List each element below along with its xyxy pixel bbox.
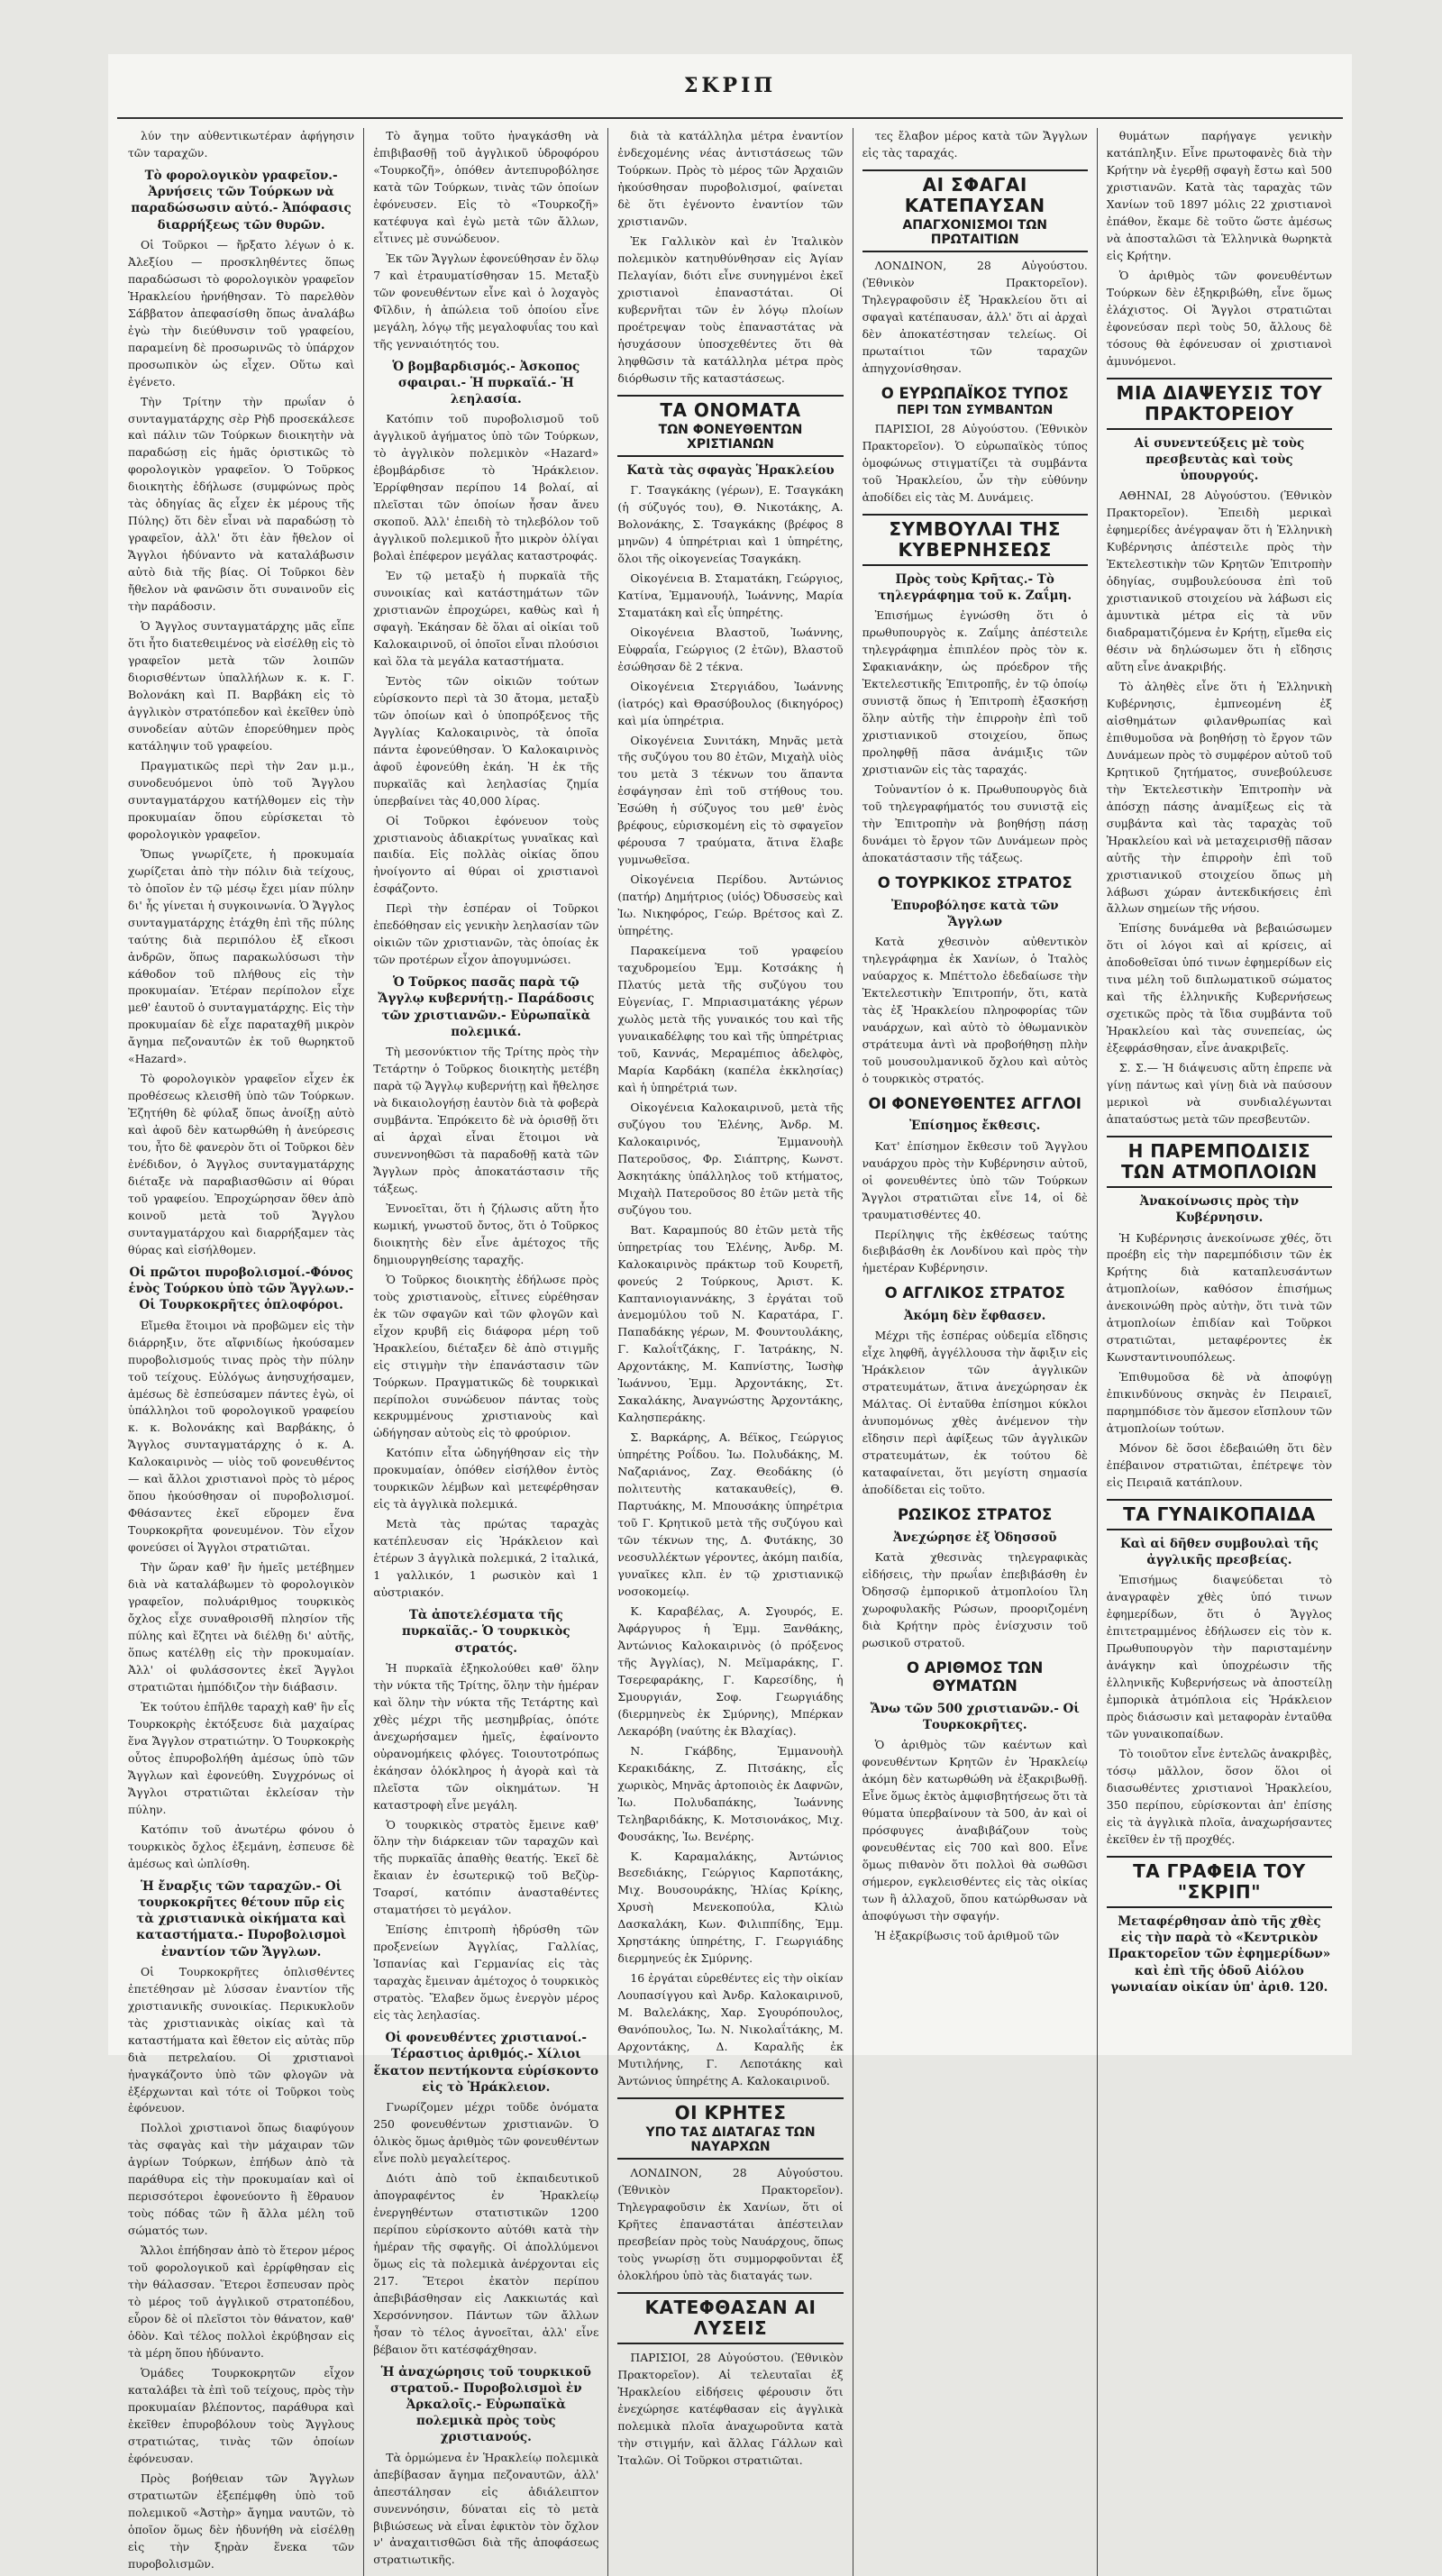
subheading: Ἐπίσημος ἔκθεσις.: [909, 1119, 1041, 1134]
article-paragraph: τες ἔλαβον μέρος κατὰ τῶν Ἄγγλων εἰς τὰς ταραχάς.: [862, 129, 1088, 160]
article-paragraph: Βατ. Καραμπούς 80 ἐτῶν μετὰ τῆς ὑπηρετρίας του Ἑλένης, Ἀνδρ. Μ. Καλοκαιρινὸς πράκτωρ τοῦ Κουρετῆ, φονεύς 2 Τούρκους, Ἀριστ. Κ. Καπτανιογιαννάκης, 3 ἐργάται τοῦ ἀνεμομύλου τοῦ Ν. Καρατάρα, Γ. Παπαδάκης γέρων, Μ. Φουντουλάκης, Γ. Καλοΐτζάκης, Γ. Ἰατράκης, Ν. Αρχοντάκης, Μ. Καπνίστης, Ἰωσὴφ Ἰωάννου, Ἐμμ. Ἀρχοντάκης, Στ. Σακαλάκης, Ἀναγνώστης Ἀρχοντάκης, Καλησπεράκης.: [617, 1222, 844, 1425]
article-paragraph: ΛΟΝΔΙΝΟΝ, 28 Αὐγούστου. (Ἐθνικὸν Πρακτορεῖον). Τηλεγραφοῦσιν ἐξ Ἡρακλείου ὅτι αἱ σφαγαὶ κατέπαυσαν, ἀλλ' ὅτι αἱ ἀρχαὶ δὲν ἀποκατέστησαν τελείως. Οἱ πρωταίτιοι τῶν ταραχῶν ἀπηγχονίσθησαν.: [862, 259, 1088, 375]
article-paragraph: Κατὰ χθεσινὰς τηλεγραφικὰς εἰδήσεις, τὴν πρωΐαν ἐπεβιβάσθη ἐν Ὀδησσῷ ἐμπορικοῦ ἀτμοπλοίου ἴλη χωροφυλακῆς Ρώσων, προοριζομένη διὰ Κρήτην πρὸς ἐνίσχυσιν τοῦ ρωσικοῦ στρατοῦ.: [862, 1550, 1088, 1649]
article-paragraph: Παρακείμενα τοῦ γραφείου ταχυδρομείου Ἐμμ. Κοτσάκης ἡ Πλατύς μετὰ τῆς συζύγου του Εὐγενίας, Γ. Μπριασιματάκης γέρων χωλὸς μετὰ τῆς γυναικός του καὶ τῆς γυναικαδέλφης του καὶ τῆς ὑπηρέτριας τοῦ, Καννάς, Μεραμέπιος ἀδελφὸς, Μαρία Καρδάκη (καπέλα ἐκκλησίας) καὶ ἡ ὑπηρέτριά των.: [617, 944, 844, 1094]
subheading: Καὶ αἱ δῆθεν συμβουλαὶ τῆς ἀγγλικῆς πρεσβείας.: [1119, 1537, 1319, 1568]
article-paragraph: Ἐκ Γαλλικὸν καὶ ἐν Ἰταλικὸν πολεμικὸν κατηυθύνθησαν εἰς Ἀγίαν Πελαγίαν, διότι εἶνε συνηγμένοι ἐκεῖ χριστιανοὶ ἐπαναστάται. Οἱ κυβερνῆται τῶν ἐν λόγῳ πλοίων προέτρεψαν τοὺς ἐπαναστάτας νὰ ἡσυχάσουν ὑποσχεθέντες ὅτι θὰ ληφθῶσιν τὰ κατάλληλα μέτρα πρὸς διόρθωσιν τῆς καταστάσεως.: [617, 233, 844, 385]
column-2: [363, 128, 607, 2576]
article-paragraph: θυμάτων παρήγαγε γενικὴν κατάπληξιν. Εἶνε πρωτοφανὲς διὰ τὴν Κρήτην νὰ ἐγερθῇ σφαγὴ ἔστω καὶ 500 χριστιανῶν. Κατὰ τὰς ταραχὰς τῶν Χανίων τοῦ 1897 μόλις 22 χριστιανοὶ ἐπάθον, ἔκαμε δὲ τοῦτο ὥστε ἀμέσως νὰ ἀποσταλῶσι τὰ Ἑλληνικὰ θωρηκτὰ εἰς Κρήτην.: [1106, 129, 1332, 262]
section-headline: [1107, 1136, 1332, 1188]
article-paragraph: ΠΑΡΙΣΙΟΙ, 28 Αὐγούστου. (Ἐθνικὸν Πρακτορεῖον). Αἱ τελευταῖαι ἐξ Ἡρακλείου εἰδήσεις φέρουσιν ὅτι ἐνεχώρησε κατέφθασαν εἰς ἀγγλικὰ πολεμικὰ πλοῖα ἀναχωροῦντα κατὰ τὴν στιγμήν, καὶ ἄλλας Γάλλων καὶ Ἰταλῶν. Οἱ Τοῦρκοι στρατιῶται.: [617, 2351, 844, 2467]
section-headline: [617, 2097, 843, 2160]
article-paragraph: Μετὰ τὰς πρώτας ταραχὰς κατέπλευσαν εἰς Ἡράκλειον καὶ ἑτέρων 3 ἀγγλικὰ πολεμικά, 2 ἰταλικά, 1 γαλλικόν, 1 ρωσικὸν καὶ 1 αὐστριακόν.: [373, 1517, 599, 1600]
article-paragraph: Ἐν τῷ μεταξὺ ἡ πυρκαϊὰ τῆς συνοικίας καὶ κατάστημάτων τῶν χριστιανῶν ἐπροχώρει, καθὼς καὶ ἡ σφαγὴ. Ἐκάησαν δὲ ὅλαι αἱ οἰκίαι τοῦ Καλοκαιρινοῦ, οἱ ὁποῖοι εἶναι πλούσιοι καὶ ὅλα τὰ μεγάλα καταστήματα.: [373, 568, 599, 668]
headline-title: ΚΑΤΕΦΘΑΣΑΝ ΑΙ ΛΥΣΕΙΣ: [644, 2297, 817, 2340]
headline-title: ΡΩΣΙΚΟΣ ΣΤΡΑΤΟΣ: [898, 1506, 1053, 1524]
article-paragraph: Ὁ ἀριθμὸς τῶν φονευθέντων Τούρκων δὲν ἐξηκριβώθη, εἶνε ὅμως ἐλάχιστος. Οἱ Ἄγγλοι στρατιῶται ἐφονεύσαν περὶ τοὺς 50, ἄλλους δὲ τόσους θὰ ἐφόνευσαν οἱ χριστιανοὶ ἀμυνόμενοι.: [1106, 268, 1332, 368]
headline-title: ΤΑ ΓΥΝΑΙΚΟΠΑΙΔΑ: [1123, 1503, 1316, 1526]
headline-subtitle: ΥΠΟ ΤΑΣ ΔΙΑΤΑΓΑΣ ΤΩΝ ΝΑΥΑΡΧΩΝ: [645, 2125, 816, 2155]
article-paragraph: Ἐπιθυμοῦσα δὲ νὰ ἀποφύγῃ ἐπικινδύνους σκηνὰς ἐν Πειραιεῖ, παρημπόδισε τὸν ἄμεσον εἴσπλουν τῶν ἀτμοπλοίων τούτων.: [1106, 1370, 1332, 1436]
section-headline: [862, 169, 1088, 252]
column-1: [119, 128, 363, 2576]
headline-title: Ο ΤΟΥΡΚΙΚΟΣ ΣΤΡΑΤΟΣ: [877, 873, 1072, 891]
subheading: Ἄνω τῶν 500 χριστιανῶν.- Οἱ Τουρκοκρῆτες.: [870, 1701, 1080, 1732]
headline-title: ΤΑ ΟΝΟΜΑΤΑ: [660, 398, 801, 421]
article-paragraph: Κατόπιν τοῦ ἀνωτέρω φόνου ὁ τουρκικὸς ὄχλος ἐξεμάνη, ἐσπευσε δὲ ἀμέσως καὶ ὡπλίσθη.: [128, 1822, 355, 1870]
article-paragraph: Τὸ φορολογικὸν γραφεῖον εἶχεν ἐκ προθέσεως κλεισθῆ ὑπὸ τῶν Τούρκων. Ἐζητήθη δὲ φύλαξ ὅπως ἀνοίξῃ αὐτὸ καὶ ἀφοῦ δὲν κατωρθώθη ἡ ἀνεύρεσις του, ἦτο δὲ φανερὸν ὅτι οἱ Τοῦρκοι δὲν ἐνέδιδον, ὁ Ἄγγλος συνταγματάρχης διέταξε νὰ παραβιασθῶσιν αἱ θύραι τοῦ γραφείου. Ἐπροχώρησαν ὅθεν ἀπὸ κοινοῦ μετὰ τοῦ Ἄγγλου συνταγματάρχου καὶ διαρρήξαμεν τὰς θύρας καὶ εἰσήλθομεν.: [128, 1072, 355, 1256]
subheading: Μεταφέρθησαν ἀπὸ τῆς χθὲς εἰς τὴν παρὰ τὸ «Κεντρικὸν Πρακτορεῖον τῶν ἐφημερίδων» καὶ ἐπὶ τῆς ὁδοῦ Αἰόλου γωνιαίαν οἰκίαν ὑπ' ἀριθ. 120.: [1108, 1914, 1331, 1995]
section-headline: [862, 1284, 1088, 1302]
article-paragraph: Ν. Γκάβδης, Ἐμμανουὴλ Κερακιδάκης, Ζ. Πιτσάκης, εἷς χωρικὸς, Μηνᾶς ἀρτοποιὸς ἐκ Δαφνῶν, Ἰω. Πολυδαπάκης, Ἰωάννης Τεληβαριδάκης, Κ. Μοτσιονάκος, Μιχ. Φουσάκης, Ἰω. Βενέρης.: [617, 1743, 844, 1843]
article-paragraph: Μόνον δὲ ὅσοι ἐδεβαιώθη ὅτι δὲν ἐπέβαινον στρατιῶται, ἐπέτρεψε τὸν εἰς Πειραιᾶ κατάπλουν.: [1106, 1441, 1332, 1490]
article-paragraph: Οἱ Τουρκοκρῆτες ὁπλισθέντες ἐπετέθησαν μὲ λύσσαν ἐναντίον τῆς χριστιανικῆς συνοικίας. Περικυκλοῦν τὰς χριστιανικὰς οἰκίας καὶ τὰ καταστήματα καὶ ἔθετον εἰς αὐτὰς πῦρ διὰ πετρελαίου. Οἱ χριστιανοὶ ἠναγκάζοντο ὑπὸ τῶν φλογῶν νὰ ἐξέρχωνται καὶ τότε οἱ Τοῦρκοι τοὺς ἐφόνευον.: [128, 1964, 355, 2115]
article-paragraph: Ἐντὸς τῶν οἰκιῶν τούτων εὑρίσκοντο περὶ τὰ 30 ἄτομα, μεταξὺ τῶν ὁποίων καὶ ὁ ὑποπρόξενος τῆς Ἀγγλίας Καλοκαιρινὸς, τὰ ὁποῖα πάντα ἐφονεύθησαν. Ὁ Καλοκαιρινὸς ἀφοῦ ἐφονεύθη ἐκάη. Ἡ ἐκ τῆς πυρκαϊᾶς καὶ λεηλασίας ζημία ὑπερβαίνει τὰς 40,000 λίρας.: [373, 673, 599, 808]
article-paragraph: Ἐπίσης δυνάμεθα νὰ βεβαιώσωμεν ὅτι οἱ λόγοι καὶ αἱ κρίσεις, αἱ ἀποδοθεῖσαι ὑπό τινων ἐφημερίδων εἰς τινα μέλη τοῦ διπλωματικοῦ σώματος καὶ τῆς ἑλληνικῆς Κυβερνήσεως σχετικῶς πρὸς τὰ ἴδια συμβάντα τοῦ Ἡρακλείου καὶ τὰς συνεπείας, ὡς ἐξεφράσθησαν, εἶνε ἀνακριβεῖς.: [1106, 921, 1332, 1055]
article-paragraph: Κατόπιν τοῦ πυροβολισμοῦ τοῦ ἀγγλικοῦ ἀγήματος ὑπὸ τῶν Τούρκων, τὸ ἀγγλικὸν πολεμικὸν «Hazard» ἐβομβάρδισε τὸ Ἡράκλειον. Ἐρρίφθησαν περίπου 14 βολαί, αἱ πλεῖσται τῶν ὁποίων ἦσαν ἄνευ σκοποῦ. Ἀλλ' ἐπειδὴ τὸ τηλεβόλον τοῦ ἀγγλικοῦ πολεμικοῦ ἦτο μικρὸν ὀλίγαι βολαὶ ἐπέφερον μεγάλας καταστροφάς.: [373, 412, 599, 562]
article-paragraph: Περίληψις τῆς ἐκθέσεως ταύτης διεβιβάσθη ἐκ Λονδίνου καὶ πρὸς τὴν ἡμετέραν Κυβέρνησιν.: [862, 1227, 1088, 1275]
subheading: Κατὰ τὰς σφαγὰς Ἡρακλείου: [626, 462, 835, 478]
article-paragraph: Τὸ ἀληθὲς εἶνε ὅτι ἡ Ἑλληνικὴ Κυβέρνησις, ἐμπνεομένη ἐξ αἰσθημάτων φιλανθρωπίας καὶ ἐπιθυμοῦσα νὰ βοηθήσῃ τὸ ἔργον τῶν Δυνάμεων πρὸς τὸ συμφέρον αὐτοῦ τοῦ Κρητικοῦ ζητήματος, συνεβούλευσε τὴν Ἐκτελεστικὴν Ἐπιτροπὴν νὰ ἀπόσχῃ πάσης ἀναμίξεως εἰς τὰ συμβάντα καὶ τὰς ταραχὰς τοῦ Ἡρακλείου καὶ νὰ μεταχειρισθῇ πᾶσαν αὐτῆς τὴν ἐπιρροὴν ἐπὶ τοῦ χριστιανικοῦ στοιχείου ὅπως μὴ λάβωσι χώραν ἀντεκδικήσεις ἐπὶ ἄλλων σημείων τῆς νήσου.: [1106, 679, 1332, 916]
article-paragraph: Οἰκογένεια Βλαστοῦ, Ἰωάννης, Εὐφραΐα, Γεώργιος (2 ἐτῶν), Βλαστοῦ ἐσώθησαν δὲ 2 τέκνα.: [617, 625, 844, 673]
column-3: [607, 128, 852, 2576]
headline-title: Ο ΕΥΡΩΠΑΪΚΟΣ ΤΥΠΟΣ: [881, 384, 1069, 402]
article-paragraph: Ἐννοεῖται, ὅτι ἡ ζήλωσις αὕτη ἦτο κωμική, γνωστοῦ ὄντος, ὅτι ὁ Τοῦρκος διοικητὴς δὲν εἶνε ἀμέτοχος τῆς δημιουργηθείσης ταραχῆς.: [373, 1201, 599, 1266]
article-paragraph: Οἱ Τοῦρκοι — ἤρξατο λέγων ὁ κ. Ἀλεξίου — προσκληθέντες ὅπως παραδώσωσι τὸ φορολογικὸν γραφεῖον Ἡρακλείου ἠρνήθησαν. Τὸ παρελθὸν Σάββατον ἀπεφασίσθη ὅπως ἀναλάβω ἐγὼ τὴν διεύθυνσιν τοῦ γραφείου, παραμείνη δὲ προσωρινῶς τὸ ὑπάρχον προσωπικὸν ὡς εἶχεν. Οὕτω καὶ ἐγένετο.: [128, 237, 355, 388]
section-headline: [617, 395, 843, 457]
article-paragraph: Ἐπισήμως διαψεύδεται τὸ ἀναγραφὲν χθὲς ὑπό τινων ἐφημερίδων, ὅτι ὁ Ἄγγλος ἐπιτετραμμένος ἐδήλωσεν εἰς τὸν κ. Πρωθυπουργὸν τὴν παρισταμένην ἀνάγκην καὶ ὑποχρέωσιν τῆς ἑλληνικῆς Κυβερνήσεως νὰ ἀποστείλῃ ἐμπορικὰ ἀτμόπλοια εἰς Ἡράκλειον πρὸς διάσωσιν καὶ μεταφορὰν ἐνταῦθα τῶν γυναικοπαίδων.: [1106, 1573, 1332, 1741]
article-paragraph: Ἐκ τῶν Ἄγγλων ἐφονεύθησαν ἐν ὅλῳ 7 καὶ ἐτραυματίσθησαν 15. Μεταξὺ τῶν φονευθέντων εἶνε καὶ ὁ λοχαγὸς Φῖλδιν, ἡ ἀπώλεια τοῦ ὁποίου εἶνε μεγάλη, λόγῳ τῆς μεγαλοφυΐας του καὶ τῆς γενναιότητός του.: [373, 251, 599, 351]
headline-title: ΣΥΜΒΟΥΛΑΙ ΤΗΣ ΚΥΒΕΡΝΗΣΕΩΣ: [889, 517, 1062, 561]
article-paragraph: Οἰκογένεια Στεργιάδου, Ἰωάννης (ἰατρός) καὶ Θρασύβουλος (δικηγόρος) καὶ μία ὑπηρέτρια.: [617, 679, 844, 727]
subheading: Οἱ πρῶτοι πυροβολισμοί.-Φόνος ἑνὸς Τούρκου ὑπὸ τῶν Ἄγγλων.-Οἱ Τουρκοκρῆτες ὁπλοφόροι.: [128, 1265, 354, 1313]
section-headline: [1107, 1499, 1332, 1530]
article-paragraph: Πρὸς βοήθειαν τῶν Ἄγγλων στρατιωτῶν ἐξεπέμφθη ὑπὸ τοῦ πολεμικοῦ «Ἀστὴρ» ἄγημα ναυτῶν, τὸ ὁποῖον ὅμως δὲν ἠδυνήθη νὰ εἰσέλθῃ εἰς τὴν ξηρὰν ἕνεκα τῶν πυροβολισμῶν.: [128, 2471, 355, 2571]
section-headline: [862, 1095, 1088, 1113]
subheading: Τὰ ἀποτελέσματα τῆς πυρκαϊᾶς.- Ὁ τουρκικὸς στρατός.: [401, 1608, 570, 1656]
article-paragraph: Κ. Καραβέλας, Α. Σγουρός, Ε. Ἀφάργυρος ἡ Ἐμμ. Ξανθάκης, Ἀντώνιος Καλοκαιρινὸς (ὁ πρόξενος τῆς Ἀγγλίας), Ν. Μεϊμαράκης, Γ. Τσερεφαράκης, Γ. Καρεσίδης, ἡ Σμουργιάν, Σοφ. Γεωργιάδης (διερμηνεὺς ἐκ Σμύρνης), Μπέρκαν Λεκαρόβη (ναύτης ἐκ Βλαχίας).: [617, 1603, 844, 1738]
article-paragraph: Οἰκογένεια Περίδου. Ἀντώνιος (πατήρ) Δημήτριος (υἱός) Ὀδυσσεὺς καὶ Ἰω. Νικηφόρος, Γεώρ. Βρέτσος καὶ Ζ. ὑπηρέτης.: [617, 872, 844, 938]
newspaper-page: [108, 54, 1352, 2571]
article-paragraph: Κατόπιν εἶτα ὡδηγήθησαν εἰς τὴν προκυμαίαν, ὁπόθεν εἰσήλθον ἐντὸς τουρκικῶν λέμβων καὶ μετεφέρθησαν εἰς τὰ ἀγγλικὰ πολεμικά.: [373, 1446, 599, 1512]
headline-subtitle: ΠΕΡΙ ΤΩΝ ΣΥΜΒΑΝΤΩΝ: [897, 402, 1054, 417]
article-paragraph: Ἐπίσης ἐπιτροπὴ ἠδρύσθη τῶν προξενείων Ἀγγλίας, Γαλλίας, Ἰσπανίας καὶ Γερμανίας εἰς τὰς ταραχὰς ἔμειναν ἀμέτοχος ὁ τουρκικὸς στρατὸς. Ἔλαβεν ὅμως ἐνεργὸν μέρος εἰς τὰς λεηλασίας.: [373, 1923, 599, 2023]
article-paragraph: Ἄλλοι ἐπήδησαν ἀπὸ τὸ ἕτερον μέρος τοῦ φορολογικοῦ καὶ ἐρρίφθησαν εἰς τὴν θάλασσαν. Ἕτεροι ἔσπευσαν πρὸς τὸ μέρος τοῦ ἀγγλικοῦ στρατοπέδου, εὗρον δὲ οἱ πλεῖστοι τὸν θάνατον, καθ' ὁδὸν. Καὶ τέλος πολλοὶ ἐκρύβησαν εἰς τὰ μέρη ὅπου ἠδύναντο.: [128, 2243, 355, 2361]
article-paragraph: Οἰκογένεια Β. Σταματάκη, Γεώργιος, Κατίνα, Ἐμμανουήλ, Ἰωάννης, Μαρία Σταματάκη καὶ εἷς ὑπηρέτης.: [617, 571, 844, 619]
article-paragraph: Ὁ Τοῦρκος διοικητὴς ἐδήλωσε πρὸς τοὺς χριστιανοὺς, εἶτινες εὑρέθησαν ἐκ τῶν σφαγῶν καὶ τῶν φλογῶν καὶ εἶχον κρυβῆ εἰς διάφορα μέρη τοῦ Ἡρακλείου, διέταξεν δὲ ἀπὸ στιγμῆς εἰς στιγμὴν τὴν ἐπανάστασιν τῶν Τούρκων. Πραγματικῶς δὲ τουρκικαὶ περίπολοι συνώδευον πάντας τοὺς κεκρυμμένους χριστιανοὺς καὶ ὡδήγησαν αὐτοὺς εἰς τὸ φρούριον.: [373, 1272, 599, 1440]
section-headline: [617, 2292, 843, 2344]
article-paragraph: λύν την αὐθεντικωτέραν ἀφήγησιν τῶν ταραχῶν.: [128, 129, 355, 160]
subheading: Ἀνεχώρησε ἐξ Ὀδησσοῦ: [892, 1530, 1057, 1545]
article-paragraph: Μέχρι τῆς ἑσπέρας οὐδεμία εἴδησις εἶχε ληφθῆ, ἀγγέλλουσα τὴν ἄφιξιν εἰς Ἡράκλειον τῶν ἀγγλικῶν στρατευμάτων, ἅτινα ἀνεχώρησαν ἐκ Μάλτας. Οἱ ἐνταῦθα ἐπίσημοι κύκλοι ἀνυπομόνως χθὲς ἀνέμενον τὴν εἴδησιν περὶ ἀφίξεως τῶν ἀγγλικῶν στρατευμάτων, ἐκ τούτου δὲ καταφαίνεται, ὅτι μεγίστη σημασία ἀποδίδεται εἰς τοῦτο.: [862, 1329, 1088, 1497]
section-headline: [862, 385, 1088, 417]
article-paragraph: Τὸ ἄγημα τοῦτο ἠναγκάσθη νὰ ἐπιβιβασθῇ τοῦ ἀγγλικοῦ ὑδροφόρου «Τουρκοζῆ», ὁπόθεν ἀντεπυροβόλησε κατὰ τῶν Τούρκων, τινὰς τῶν ὁποίων ἐφόνευσεν. Εἰς τὸ «Τουρκοζῆ» κατέφυγα καὶ ἐγὼ μετὰ τῶν ἄλλων, εἶτινες μὲ συνώδευον.: [373, 129, 599, 245]
subheading: Τὸ φορολογικὸν γραφεῖον.-Ἀρνήσεις τῶν Τούρκων νὰ παραδώσωσιν αὐτό.- Ἀπόφασις διαρρήξεως τῶν θυρῶν.: [131, 168, 351, 233]
headline-title: ΟΙ ΚΡΗΤΕΣ: [674, 2102, 787, 2124]
article-paragraph: Τὴ μεσονύκτιον τῆς Τρίτης πρὸς τὴν Τετάρτην ὁ Τοῦρκος διοικητὴς μετέβη παρὰ τῷ Ἄγγλῳ κυβερνήτῃ καὶ ἤθελησε νὰ δικαιολογήσῃ ἑαυτὸν διὰ τὰ φοβερὰ συμβάντα. Ἐπρόκειτο δὲ νὰ ὁρισθῇ ὅτι αἱ ἀρχαὶ εἶναι ἕτοιμοι νὰ συνεννοηθῶσι τὰ παραδοθῇ κατὰ τῶν Ἄγγλων πρὸς ἀποκατάστασιν τῆς τάξεως.: [373, 1045, 599, 1195]
article-paragraph: ΠΑΡΙΣΙΟΙ, 28 Αὐγούστου. (Ἐθνικὸν Πρακτορεῖον). Ὁ εὐρωπαϊκὸς τύπος ὁμοφώνως στιγματίζει τὰ συμβάντα τοῦ Ἡρακλείου, ὧν τὴν εὐθύνην ἀποδίδει εἰς τὰς Μ. Δυνάμεις.: [862, 421, 1088, 504]
headline-title: Η ΠΑΡΕΜΠΟΔΙΣΙΣ ΤΩΝ ΑΤΜΟΠΛΟΙΩΝ: [1121, 1140, 1318, 1183]
subheading: Ὁ Τοῦρκος πασᾶς παρὰ τῷ Ἄγγλῳ κυβερνήτῃ.- Παράδοσις τῶν χριστιανῶν.- Εὐρωπαϊκὰ πολεμικά.: [378, 975, 595, 1039]
article-paragraph: Ἐπισήμως ἐγνώσθη ὅτι ὁ πρωθυπουργὸς κ. Ζαΐμης ἀπέστειλε τηλεγράφημα ἐπιπλέον πρὸς τὸν κ. Σφακιανάκην, ὡς πρόεδρον τῆς Ἐκτελεστικῆς Ἐπιτροπῆς, ἐν τῷ ὁποίῳ συνιστᾷ ὅπως ἡ Ἐπιτροπὴ ἐξασκήσῃ ὅλην αὐτῆς τὴν ἐπιρροὴν ἐπὶ τοῦ χριστιανικοῦ στοιχείου, ὅπως προληφθῇ πᾶσα ἀνάμιξις τῶν χριστιανῶν εἰς τὰς ταραχάς.: [862, 608, 1088, 776]
article-paragraph: Οἰκογένεια Συνιτάκη, Μηνᾶς μετὰ τῆς συζύγου του 80 ἐτῶν, Μιχαὴλ υἱὸς του μετὰ 3 τέκνων του ἅπαντα ἐσφάγησαν ἐπὶ τοῦ στήθους του. Ἐσώθη ἡ σύζυγος του μεθ' ἑνὸς βρέφους, εὑρισκομένη εἰς τὸ σφαγεῖον φέρουσα 7 τραύματα, ἅτινα ἔλαβε γυμνωθεῖσα.: [617, 733, 844, 867]
section-headline: [1107, 378, 1332, 430]
article-paragraph: ΛΟΝΔΙΝΟΝ, 28 Αὐγούστου. (Ἐθνικὸν Πρακτορεῖον). Τηλεγραφοῦσιν ἐκ Χανίων, ὅτι οἱ Κρῆτες ἐπαναστάται ἀπέστειλαν πρεσβείαν πρὸς τοὺς Ναυάρχους, ὅπως τοὺς γνωρίσῃ ὅτι συμμορφοῦνται ἐξ ὁλοκλήρου ὑπὸ τὰς διαταγάς των.: [617, 2166, 844, 2283]
article-paragraph: Γνωρίζομεν μέχρι τοῦδε ὀνόματα 250 φονευθέντων χριστιανῶν. Ὁ ὁλικὸς ὅμως ἀριθμὸς τῶν φονευθέντων εἶνε πολὺ μεγαλείτερος.: [373, 2100, 599, 2165]
article-paragraph: Ὅπως γνωρίζετε, ἡ προκυμαία χωρίζεται ἀπὸ τὴν πόλιν διὰ τείχους, τὸ ὁποῖον ἐν τῷ μέσῳ ἔχει μίαν πύλην δι' ἧς γίνεται ἡ συγκοινωνία. Ὁ Ἄγγλος συνταγματάρχης ἐτάχθη ἐπὶ τῆς πύλης ταύτης διὰ περιπόλου ἐξ εἴκοσι ἀνδρῶν, ὅπως παρακωλύσωσι τὴν κάθοδον τοῦ πλήθους εἰς τὴν προκυμαίαν. Ἑτέραν περίπολον εἶχε μεθ' ἑαυτοῦ ὁ συνταγματάρχης. Εἰς τὴν προκυμαίαν δὲ εἶχε παραταχθῆ μικρὸν ἄγημα πεζοναυτῶν ἐκ τοῦ θωρηκτοῦ «Hazard».: [128, 846, 355, 1066]
article-paragraph: Περὶ τὴν ἑσπέραν οἱ Τοῦρκοι ἐπεδόθησαν εἰς γενικὴν λεηλασίαν τῶν οἰκιῶν τῶν χριστιανῶν, τὰς ὁποίας ἐκ τῶν προτέρων εἶχον ἀπογυμνώσει.: [373, 901, 599, 967]
article-paragraph: Τὸ τοιοῦτον εἶνε ἐντελῶς ἀνακριβὲς, τόσῳ μᾶλλον, ὅσον ὅλοι οἱ διασωθέντες χριστιανοὶ Ἡρακλείου, 350 περίπου, εὑρίσκονται ἀπ' ἐπίσης εἰς τὰ ἀγγλικὰ πλοῖα, ἀναχωρήσαντες ἐκεῖθεν ἐν τῇ προχθές.: [1106, 1747, 1332, 1846]
article-paragraph: Ἐκ τούτου ἐπῆλθε ταραχὴ καθ' ἣν εἷς Τουρκοκρὴς ἐκτόξευσε διὰ μαχαίρας ἕνα Ἄγγλον στρατιώτην. Ὁ Τουρκοκρὴς οὗτος ἐπυροβολήθη ἀμέσως ὑπὸ τῶν Ἄγγλων καὶ ἐφονεύθη. Συγχρόνως οἱ Ἄγγλοι στρατιῶται ἐκλείσαν τὴν πύλην.: [128, 1699, 355, 1816]
top-rule: [117, 117, 1343, 119]
article-paragraph: Τὴν ὥραν καθ' ἣν ἡμεῖς μετέβημεν διὰ νὰ καταλάβωμεν τὸ φορολογικὸν γραφεῖον, πολυάριθμος τουρκικὸς ὄχλος εἶχε συναθροισθῆ πλησίον τῆς πύλης καὶ ἔζητει νὰ διέλθῃ δι' αὐτῆς, ὅπως κατέλθῃ εἰς τὴν προκυμαίαν. Ἀλλ' οἱ φυλάσσοντες ἐκεῖ Ἄγγλοι στρατιῶται ἠμπόδιζον τὴν διάβασιν.: [128, 1560, 355, 1694]
article-paragraph: διὰ τὰ κατάλληλα μέτρα ἐναντίον ἐνδεχομένης νέας ἀντιστάσεως τῶν Τούρκων. Πρὸς τὸ μέρος τῶν Ἀρχαιῶν ἠκούσθησαν πυροβολισμοί, φαίνεται δὲ ὅτι ἐγένοντο ἐναντίον τῶν χριστιανῶν.: [617, 129, 844, 228]
article-paragraph: Τοὐναντίον ὁ κ. Πρωθυπουργὸς διὰ τοῦ τηλεγραφήματός του συνιστᾷ εἰς τὴν Ἐπιτροπὴν νὰ βοηθήσῃ πάσῃ δυνάμει τὸ ἔργον τῶν Δυνάμεων πρὸς ἀποκατάστασιν τῆς τάξεως.: [862, 781, 1088, 864]
article-paragraph: Ἡ πυρκαϊὰ ἐξηκολούθει καθ' ὅλην τὴν νύκτα τῆς Τρίτης, ὅλην τὴν ἡμέραν καὶ ὅλην τὴν νύκτα τῆς Τετάρτης καὶ χθὲς μέχρι τῆς μεσημβρίας, ὁπότε ἀνεχωρήσαμεν ἡμεῖς, ἐφαίνοντο οὐρανομήκεις φλόγες. Τοιουτοτρόπως ἐκάησαν ὁλόκληρος ἡ ἀγορὰ καὶ τὰ πλεῖστα τῶν οἰκημάτων. Ἡ καταστροφὴ εἶνε μεγάλη.: [373, 1660, 599, 1812]
subheading: Πρὸς τοὺς Κρῆτας.- Τὸ τηλεγράφημα τοῦ κ. Ζαΐμη.: [878, 571, 1072, 603]
section-headline: [862, 874, 1088, 892]
article-paragraph: Τὴν Τρίτην τὴν πρωΐαν ὁ συνταγματάρχης σὲρ Ρὴδ προσεκάλεσε καὶ πάλιν τῶν Τούρκων διοικητὴν νὰ παραδώσῃ εἰς ἡμᾶς ὁριστικῶς τὸ φορολογικὸν γραφεῖον. Ὁ Τοῦρκος διοικητὴς ἐδήλωσε (συμφώνως πρὸς τὰς ὁδηγίας ἃς εἶχεν ἐκ μέρους τῆς Πύλης) ὅτι δὲν εἶναι νὰ παραδώσῃ τὸ γραφεῖον, ἀλλ' ὅτι ἐὰν ἤθελον οἱ Ἄγγλοι ἠδύναντο νὰ καταλάβωσιν αὐτὸ διὰ τῆς βίας. Οἱ Τοῦρκοι δὲν ἤθελον νὰ φανῶσιν ὅτι συναινοῦν εἰς τὴν παράδοσιν.: [128, 394, 355, 614]
article-paragraph: Εἴμεθα ἕτοιμοι νὰ προβῶμεν εἰς τὴν διάρρηξιν, ὅτε αἴφνιδίως ἠκούσαμεν πυροβολισμούς τινας πρὸς τὴν πύλην τοῦ τείχους. Εὐλόγως ἀνησυχήσαμεν, ἀμέσως δὲ ἐσπεύσαμεν πάντες ἐγὼ, οἱ ὑπάλληλοι τοῦ φορολογικοῦ γραφείου κ. κ. Βολονάκης καὶ Βαρβάκης, ὁ Ἄγγλος συνταγματάρχης ὁ κ. Α. Καλοκαιρινὸς — υἱὸς τοῦ φονευθέντος — καὶ ἄλλοι χριστιανοὶ πρὸς τὸ μέρος ὅπου ἠκούσθησαν οἱ πυροβολισμοί. Φθάσαντες ἐκεῖ εὕρομεν ἕνα Τουρκοκρῆτα φονευμένον. Τὸν εἶχον φονεύσει οἱ Ἄγγλοι στρατιῶται.: [128, 1318, 355, 1555]
article-paragraph: Ὁ ἀριθμὸς τῶν καέντων καὶ φονευθέντων Κρητῶν ἐν Ἡρακλείῳ ἀκόμη δὲν κατωρθώθη νὰ ἐξακριβωθῇ. Εἶνε ὅμως ἐκτὸς ἀμφισβητήσεως ὅτι τὰ θύματα ὑπερβαίνουν τὰ 500, ἀν καὶ οἱ πρόσφυγες ἀναβιβάζουν τοὺς φονευθέντας εἰς 700 καὶ 800. Εἶνε ὅμως πιθανὸν ὅτι πολλοὶ θὰ σωθῶσι σήμερον, εγκλεισθέντες εἰς τὰς οἰκίας των ἢ ἀλλαχοῦ, ὅπου κατώρθωσαν νὰ ἀποφύγωσι τὴν σφαγήν.: [862, 1737, 1088, 1923]
masthead: ΣΚΡΙΠ: [683, 74, 777, 97]
section-headline: [1107, 1856, 1332, 1908]
article-paragraph: 16 ἐργάται εὑρεθέντες εἰς τὴν οἰκίαν Λουπασίγγου καὶ Ἀνδρ. Καλοκαιρινοῦ, Μ. Βαλελάκης, Χαρ. Σγουρόπουλος, Θανόπουλος, Ἰω. Ν. Νικολαΐτάκης, Μ. Αρχοντάκης, Δ. Καραλῆς ἐκ Μυτιλήνης, Γ. Λεποτάκης καὶ Ἀντώνιος ὑπηρέτης Α. Καλοκαιρινοῦ.: [617, 1971, 844, 2088]
section-headline: [862, 1506, 1088, 1524]
headline-title: ΤΑ ΓΡΑΦΕΙΑ ΤΟΥ "ΣΚΡΙΠ": [1133, 1859, 1306, 1903]
headline-title: ΜΙΑ ΔΙΑΨΕΥΣΙΣ ΤΟΥ ΠΡΑΚΤΟΡΕΙΟΥ: [1116, 381, 1323, 425]
headline-title: ΑΙ ΣΦΑΓΑΙ ΚΑΤΕΠΑΥΣΑΝ: [904, 173, 1045, 216]
subheading: Ἀνακοίνωσις πρὸς τὴν Κυβέρνησιν.: [1139, 1194, 1300, 1226]
article-paragraph: Κατὰ χθεσινὸν αὐθεντικὸν τηλεγράφημα ἐκ Χανίων, ὁ Ἰταλὸς ναύαρχος κ. Μπέττολο ἐδεδαίωσε τὴν Ἐκτελεστικὴν Ἐπιτροπήν, ὅτι, κατὰ τὰς ἐξ Ἡρακλείου πληροφορίας τῶν ναυάρχων, καὶ αὐτὸ τὸ ὀθωμανικὸν στράτευμα ἀντὶ νὰ προβοήθησῃ πλὴν τοῦ μουσουλμανικοῦ ὄχλου καὶ αὐτὸς ὁ τουρκικὸς στρατός.: [862, 934, 1088, 1085]
article-paragraph: Πραγματικῶς περὶ τὴν 2αν μ.μ., συνοδευόμενοι ὑπὸ τοῦ Ἄγγλου συνταγματάρχου κατήλθομεν εἰς τὴν προκυμαίαν ὅπου εὑρίσκεται τὸ φορολογικὸν γραφεῖον.: [128, 758, 355, 841]
columns: [119, 128, 1341, 2571]
headline-title: Ο ΑΡΙΘΜΟΣ ΤΩΝ ΘΥΜΑΤΩΝ: [907, 1658, 1044, 1694]
article-paragraph: Γ. Τσαγκάκης (γέρων), Ε. Τσαγκάκη (ἡ σύζυγός του), Θ. Νικοτάκης, Α. Βολονάκης, Σ. Τσαγκάκης (βρέφος 8 μηνῶν) 4 ὑπηρέτριαι καὶ 1 ὑπηρέτης, ὅλοι τῆς οἰκογενείας Τσαγκάκη.: [617, 482, 844, 565]
subheading: Ἀκόμη δὲν ἔφθασεν.: [904, 1309, 1046, 1324]
headline-subtitle: ΤΩΝ ΦΟΝΕΥΘΕΝΤΩΝ ΧΡΙΣΤΙΑΝΩΝ: [658, 422, 803, 452]
subheading: Οἱ φονευθέντες χριστιανοί.- Τέραστιος ἀριθμός.- Χίλιοι ἕκατον πεντήκοντα εὑρίσκοντο εἰς τὸ Ἡράκλειον.: [373, 2031, 599, 2095]
article-paragraph: Σ. Σ.— Ἡ διάψευσις αὕτη ἐπρεπε νὰ γίνῃ πάντως καὶ γίνῃ διὰ νὰ παύσουν μερικοὶ νὰ συνδιαλέγωνται ἀπαταύστως μετὰ τῶν πρεσβευτῶν.: [1106, 1061, 1332, 1127]
article-paragraph: Ἡ ἐξακρίβωσις τοῦ ἀριθμοῦ τῶν: [874, 1928, 1060, 1942]
article-paragraph: Σ. Βαρκάρης, Α. Βέϊκος, Γεώργιος ὑπηρέτης Ροΐδου. Ἰω. Πολυδάκης, Μ. Ναζαριάνος, Ζαχ. Θεοδάκης (ὁ πολιτευτὴς κατακαυθείς), Θ. Παρτυάκης, Μ. Μπουσάκης ὑπηρέτρια τοῦ Γ. Κρητικοῦ μετὰ τῆς συζύγου καὶ τῶν τέκνων της, Δ. Φυτάκης, 30 νεοσυλλέκτων γέροντες, ἀκόμη παιδία, γυναῖκες κλπ. ἐν τῷ χριστιανικῷ νοσοκομείῳ.: [617, 1430, 844, 1598]
subheading: Αἱ συνεντεύξεις μὲ τοὺς πρεσβευτὰς καὶ τοὺς ὑπουργούς.: [1134, 435, 1305, 483]
headline-title: ΟΙ ΦΟΝΕΥΘΕΝΤΕΣ ΑΓΓΛΟΙ: [868, 1094, 1082, 1112]
column-4: [853, 128, 1097, 2576]
article-paragraph: Ἡ Κυβέρνησις ἀνεκοίνωσε χθές, ὅτι προέβη εἰς τὴν παρεμπόδισιν τῶν ἐκ Κρήτης διὰ καταπλευσάντων ἀτμοπλοίων, καθόσον ἐπισήμως ἀνεκοινώθη πρὸς αὐτὴν, ὅτι τινὰ τῶν ἀτμοπλοίων ἐπιδίαν καὶ Τοῦρκοι στρατιῶται, μεταφέροντες ἐκ Κωνσταντινουπόλεως.: [1106, 1230, 1332, 1365]
subheading: Ἡ ἔναρξις τῶν ταραχῶν.- Οἱ τουρκοκρῆτες θέτουν πῦρ εἰς τὰ χριστιανικὰ οἰκήματα καὶ καταστήματα.- Πυροβολισμοὶ ἐναντίον τῶν Ἄγγλων.: [136, 1878, 347, 1959]
subheading: Ὁ βομβαρδισμός.- Ἀσκοπος σφαιραι.- Ἡ πυρκαϊά.- Ἡ λεηλασία.: [392, 359, 580, 407]
article-paragraph: Διότι ἀπὸ τοῦ ἐκπαιδευτικοῦ ἀπογραφέντος ἐν Ἡρακλείῳ ἐνεργηθέντων στατιστικῶν 1200 περίπου εὑρίσκοντο αὐτόθι κατὰ τὴν ἡμέραν τῆς σφαγῆς. Οἱ ἀπολλύμενοι ὅμως εἰς τὰ πολεμικὰ ἀνέρχονται εἰς 217. Ἕτεροι ἐκατὸν περίπου ἀπεβιβάσθησαν εἰς Λακκιωτάς καὶ Χερσόννησον. Πάντων τῶν ἄλλων ἦσαν τὸ τέλος ἀγνοεῖται, ἀλλ' εἶνε βέβαιον ὅτι κατέσφάχθησαν.: [373, 2170, 599, 2356]
article-paragraph: Πολλοὶ χριστιανοὶ ὅπως διαφύγουν τὰς σφαγὰς καὶ τὴν μάχαιραν τῶν ἀγρίων Τούρκων, ἐπήδων ἀπὸ τὰ παράθυρα εἰς τὴν προκυμαίαν καὶ οἱ περισσότεροι ἐφονεύοντο ἢ ἔθραυον τοὺς πόδας τῶν ἢ ἄλλα μέλη τοῦ σώματός των.: [128, 2121, 355, 2238]
article-paragraph: Κ. Καραμαλάκης, Ἀντώνιος Βεσεδιάκης, Γεώργιος Καρποτάκης, Μιχ. Βουσουράκης, Ἠλίας Κρίκης, Χρυσὴ Μενεκοπούλα, Κλιὼ Δασκαλάκη, Κων. Φιλιππίδης, Ἐμμ. Χρηστάκης ὑπηρέτης, Γ. Γεωργιάδης διερμηνεύς ἐκ Σμύρνης.: [617, 1849, 844, 1966]
article-paragraph: Ὁ Ἄγγλος συνταγματάρχης μᾶς εἶπε ὅτι ἦτο διατεθειμένος νὰ εἰσέλθῃ εἰς τὸ γραφεῖον μετὰ τῶν λοιπῶν διορισθέντων ὑπαλλήλων κ. κ. Γ. Βολονάκη καὶ Π. Βαρβάκη εἰς τὸ ἀγγλικὸν στρατόπεδον καὶ ἐκεῖθεν ὑπὸ συνοδείαν αὐτῶν ἐπορεύθημεν πρὸς κατάληψιν τοῦ γραφείου.: [128, 619, 355, 753]
headline-subtitle: ΑΠΑΓΧΟΝΙΣΜΟΙ ΤΩΝ ΠΡΩΤΑΙΤΙΩΝ: [902, 217, 1047, 248]
section-headline: [862, 1659, 1088, 1695]
article-paragraph: Οἱ Τοῦρκοι ἐφόνευον τοὺς χριστιανοὺς ἀδιακρίτως γυναῖκας καὶ παιδία. Εἰς πολλὰς οἰκίας ὅπου ἠνοίγοντο αἱ θύραι οἱ χριστιανοὶ ἐσφάζοντο.: [373, 813, 599, 896]
subheading: Ἡ ἀναχώρησις τοῦ τουρκικοῦ στρατοῦ.- Πυροβολισμοὶ ἐν Ἀρκαλοῖς.- Εὐρωπαϊκὰ πολεμικὰ πρὸς τοὺς χριστιανούς.: [380, 2364, 591, 2445]
subheading: Ἐπυροβόλησε κατὰ τῶν Ἄγγλων: [890, 898, 1059, 929]
article-paragraph: Ὁμάδες Τουρκοκρητῶν εἶχον καταλάβει τὰ ἐπὶ τοῦ τείχους, πρὸς τὴν προκυμαίαν βλέποντος, παράθυρα καὶ ἐκεῖθεν ἐπυροβόλουν τοὺς Ἄγγλους στρατιώτας, τινὰς τῶν ὁποίων ἐφόνευσαν.: [128, 2366, 355, 2465]
headline-title: Ο ΑΓΓΛΙΚΟΣ ΣΤΡΑΤΟΣ: [884, 1284, 1065, 1302]
article-paragraph: Οἰκογένεια Καλοκαιρινοῦ, μετὰ τῆς συζύγου του Ἑλένης, Ἀνδρ. Μ. Καλοκαιρινός, Ἐμμανουὴλ Πατεροῦσος, Φρ. Σιάπτρης, Κωνστ. Ἀσκητάκης ὑπάλληλος τοῦ κτήματος, Μιχαὴλ Πατεροῦσος 80 ἐτῶν μετὰ τῆς συζύγου του.: [617, 1100, 844, 1217]
article-paragraph: ΑΘΗΝΑΙ, 28 Αὐγούστου. (Ἐθνικὸν Πρακτορεῖον). Ἐπειδὴ μερικαὶ ἐφημερίδες ἀνέγραψαν ὅτι ἡ Ἑλληνικὴ Κυβέρνησις ἀπέστειλε πρὸς τὴν Ἐκτελεστικὴν τῶν Κρητῶν Ἐπιτροπὴν ὁδηγίας, συμβουλεύουσα ἐπὶ τοῦ χριστιανικοῦ στοιχείου νὰ λάβωσι εἰς ἀμυντικὰ μέτρα εἰς τὰ νῦν διαδραματιζόμενα ἐν Κρήτῃ, εἴμεθα εἰς θέσιν νὰ δηλώσωμεν ὅτι ἡ εἴδησις αὕτη εἶνε ἀνακριβής.: [1106, 489, 1332, 673]
column-5: [1097, 128, 1341, 2576]
article-paragraph: Κατ' ἐπίσημον ἔκθεσιν τοῦ Ἄγγλου ναυάρχου πρὸς τὴν Κυβέρνησιν αὐτοῦ, οἱ φονευθέντες ὑπὸ τῶν Τούρκων Ἄγγλοι στρατιῶται εἶνε 14, οἱ δὲ τραυματισθέντες 40.: [862, 1138, 1088, 1221]
article-paragraph: Τὰ ὁρμώμενα ἐν Ἡρακλείῳ πολεμικὰ ἀπεβίβασαν ἄγημα πεζοναυτῶν, ἀλλ' ἀπεστάλησαν εἰς ἀδιάλειπτον συνεννόησιν, δύναται εἰς τὸ μετὰ βιβιώσεως νὰ εἶναι ἐφικτὸν τὸν ὄχλον ν' ἀναχαιτισθῶσι διὰ τῆς ἀποφάσεως στρατιωτικῆς.: [373, 2450, 599, 2567]
section-headline: [862, 514, 1088, 566]
article-paragraph: Ὁ τουρκικὸς στρατὸς ἔμεινε καθ' ὅλην τὴν διάρκειαν τῶν ταραχῶν καὶ τῆς πυρκαϊᾶς ἀπαθὴς θεατής. Ἐκεῖ δὲ ἔκαιαν ἐν ἐσωτερικῷ τοῦ Βεζὺρ-Τσαρσί, κατόπιν ἀνασταθέντες σταματήσει τὸ μεγάλον.: [373, 1817, 599, 1917]
